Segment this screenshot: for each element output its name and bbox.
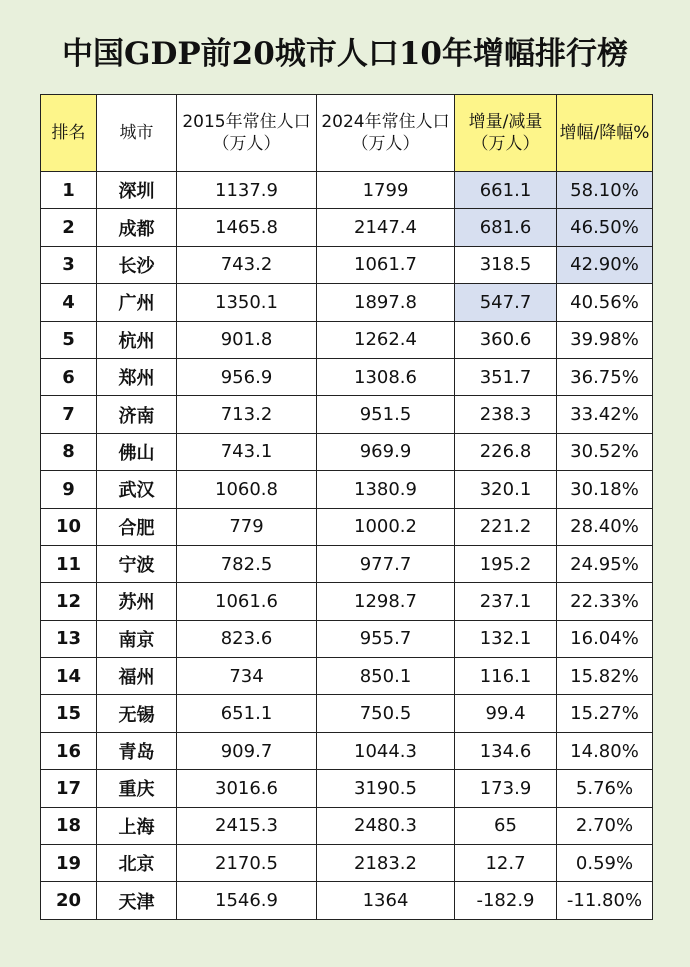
city-cell: 广州: [97, 284, 177, 321]
table-row: [41, 545, 653, 582]
table-row: [41, 284, 653, 321]
pct-cell: 14.80%: [557, 732, 653, 769]
city-cell: 济南: [97, 396, 177, 433]
header-city: 城市: [97, 95, 177, 172]
pop-2024-cell: 1308.6: [317, 358, 455, 395]
pop-2015-cell: 909.7: [177, 732, 317, 769]
table-row: [41, 358, 653, 395]
pop-2024-cell: 1799: [317, 172, 455, 209]
rank-cell: 13: [41, 620, 97, 657]
table-row: [41, 620, 653, 657]
pct-cell: 30.18%: [557, 471, 653, 508]
city-cell: 上海: [97, 807, 177, 844]
pop-2024-cell: 1897.8: [317, 284, 455, 321]
pop-2024-cell: 3190.5: [317, 770, 455, 807]
pct-cell: 40.56%: [557, 284, 653, 321]
pop-2024-cell: 969.9: [317, 433, 455, 470]
table-row: [41, 807, 653, 844]
table-row: [41, 845, 653, 882]
pop-2024-cell: 1380.9: [317, 471, 455, 508]
pop-2015-cell: 2170.5: [177, 845, 317, 882]
ranking-table: [40, 94, 653, 920]
table-header-row: [41, 95, 653, 172]
pct-cell: 15.27%: [557, 695, 653, 732]
pct-cell: 15.82%: [557, 658, 653, 695]
pct-cell: 30.52%: [557, 433, 653, 470]
change-cell: 238.3: [455, 396, 557, 433]
pop-2024-cell: 1262.4: [317, 321, 455, 358]
header-rank: 排名: [41, 95, 97, 172]
table-row: [41, 658, 653, 695]
pop-2015-cell: 651.1: [177, 695, 317, 732]
table-row: [41, 246, 653, 283]
city-cell: 天津: [97, 882, 177, 919]
change-cell: 360.6: [455, 321, 557, 358]
change-cell: 134.6: [455, 732, 557, 769]
rank-cell: 19: [41, 845, 97, 882]
rank-cell: 4: [41, 284, 97, 321]
header-pct: 增幅/降幅%: [557, 95, 653, 172]
change-cell: 65: [455, 807, 557, 844]
table-row: [41, 770, 653, 807]
city-cell: 郑州: [97, 358, 177, 395]
pop-2024-cell: 2147.4: [317, 209, 455, 246]
pop-2015-cell: 779: [177, 508, 317, 545]
rank-cell: 15: [41, 695, 97, 732]
table-row: [41, 732, 653, 769]
rank-cell: 9: [41, 471, 97, 508]
pop-2024-cell: 2183.2: [317, 845, 455, 882]
change-cell: 195.2: [455, 545, 557, 582]
city-cell: 成都: [97, 209, 177, 246]
rank-cell: 14: [41, 658, 97, 695]
city-cell: 无锡: [97, 695, 177, 732]
pop-2015-cell: 2415.3: [177, 807, 317, 844]
header-change: 增量/减量（万人）: [455, 95, 557, 172]
pop-2024-cell: 1298.7: [317, 583, 455, 620]
pct-cell: 2.70%: [557, 807, 653, 844]
pop-2015-cell: 956.9: [177, 358, 317, 395]
city-cell: 青岛: [97, 732, 177, 769]
pct-cell: 36.75%: [557, 358, 653, 395]
change-cell: 173.9: [455, 770, 557, 807]
table-row: [41, 433, 653, 470]
pct-cell: 16.04%: [557, 620, 653, 657]
rank-cell: 3: [41, 246, 97, 283]
table-row: [41, 172, 653, 209]
table-row: [41, 321, 653, 358]
change-cell: 226.8: [455, 433, 557, 470]
pop-2015-cell: 743.2: [177, 246, 317, 283]
change-cell: 116.1: [455, 658, 557, 695]
rank-cell: 11: [41, 545, 97, 582]
pop-2024-cell: 977.7: [317, 545, 455, 582]
pct-cell: 5.76%: [557, 770, 653, 807]
city-cell: 重庆: [97, 770, 177, 807]
city-cell: 佛山: [97, 433, 177, 470]
change-cell: 221.2: [455, 508, 557, 545]
pop-2024-cell: 951.5: [317, 396, 455, 433]
pop-2015-cell: 782.5: [177, 545, 317, 582]
header-pop-2024: 2024年常住人口（万人）: [317, 95, 455, 172]
change-cell: 351.7: [455, 358, 557, 395]
change-cell: 99.4: [455, 695, 557, 732]
city-cell: 福州: [97, 658, 177, 695]
city-cell: 北京: [97, 845, 177, 882]
table-row: [41, 882, 653, 919]
pct-cell: 22.33%: [557, 583, 653, 620]
change-cell: -182.9: [455, 882, 557, 919]
change-cell: 547.7: [455, 284, 557, 321]
page-title: 中国GDP前20城市人口10年增幅排行榜: [62, 36, 628, 72]
pop-2024-cell: 2480.3: [317, 807, 455, 844]
pop-2015-cell: 901.8: [177, 321, 317, 358]
pop-2015-cell: 1061.6: [177, 583, 317, 620]
city-cell: 长沙: [97, 246, 177, 283]
table-row: [41, 695, 653, 732]
pct-cell: 58.10%: [557, 172, 653, 209]
rank-cell: 7: [41, 396, 97, 433]
change-cell: 12.7: [455, 845, 557, 882]
pct-cell: 0.59%: [557, 845, 653, 882]
pct-cell: 24.95%: [557, 545, 653, 582]
change-cell: 237.1: [455, 583, 557, 620]
city-cell: 苏州: [97, 583, 177, 620]
city-cell: 深圳: [97, 172, 177, 209]
rank-cell: 10: [41, 508, 97, 545]
rank-cell: 20: [41, 882, 97, 919]
table-row: [41, 508, 653, 545]
table-row: [41, 396, 653, 433]
pct-cell: 28.40%: [557, 508, 653, 545]
change-cell: 661.1: [455, 172, 557, 209]
city-cell: 合肥: [97, 508, 177, 545]
rank-cell: 17: [41, 770, 97, 807]
pct-cell: -11.80%: [557, 882, 653, 919]
change-cell: 318.5: [455, 246, 557, 283]
pop-2015-cell: 1137.9: [177, 172, 317, 209]
change-cell: 681.6: [455, 209, 557, 246]
rank-cell: 18: [41, 807, 97, 844]
pop-2024-cell: 750.5: [317, 695, 455, 732]
pop-2015-cell: 1465.8: [177, 209, 317, 246]
city-cell: 武汉: [97, 471, 177, 508]
rank-cell: 12: [41, 583, 97, 620]
pop-2015-cell: 1350.1: [177, 284, 317, 321]
city-cell: 杭州: [97, 321, 177, 358]
pop-2015-cell: 823.6: [177, 620, 317, 657]
rank-cell: 5: [41, 321, 97, 358]
change-cell: 320.1: [455, 471, 557, 508]
pop-2015-cell: 1060.8: [177, 471, 317, 508]
header-pop-2015: 2015年常住人口（万人）: [177, 95, 317, 172]
pct-cell: 42.90%: [557, 246, 653, 283]
table-row: [41, 583, 653, 620]
pct-cell: 46.50%: [557, 209, 653, 246]
pct-cell: 33.42%: [557, 396, 653, 433]
pop-2024-cell: 955.7: [317, 620, 455, 657]
rank-cell: 2: [41, 209, 97, 246]
table-row: [41, 471, 653, 508]
rank-cell: 1: [41, 172, 97, 209]
pop-2024-cell: 1044.3: [317, 732, 455, 769]
pop-2015-cell: 734: [177, 658, 317, 695]
rank-cell: 16: [41, 732, 97, 769]
city-cell: 宁波: [97, 545, 177, 582]
pop-2024-cell: 1364: [317, 882, 455, 919]
pop-2015-cell: 743.1: [177, 433, 317, 470]
pop-2024-cell: 1000.2: [317, 508, 455, 545]
pop-2024-cell: 1061.7: [317, 246, 455, 283]
pct-cell: 39.98%: [557, 321, 653, 358]
pop-2015-cell: 1546.9: [177, 882, 317, 919]
city-cell: 南京: [97, 620, 177, 657]
change-cell: 132.1: [455, 620, 557, 657]
pop-2015-cell: 3016.6: [177, 770, 317, 807]
pop-2015-cell: 713.2: [177, 396, 317, 433]
rank-cell: 8: [41, 433, 97, 470]
rank-cell: 6: [41, 358, 97, 395]
pop-2024-cell: 850.1: [317, 658, 455, 695]
table-row: [41, 209, 653, 246]
